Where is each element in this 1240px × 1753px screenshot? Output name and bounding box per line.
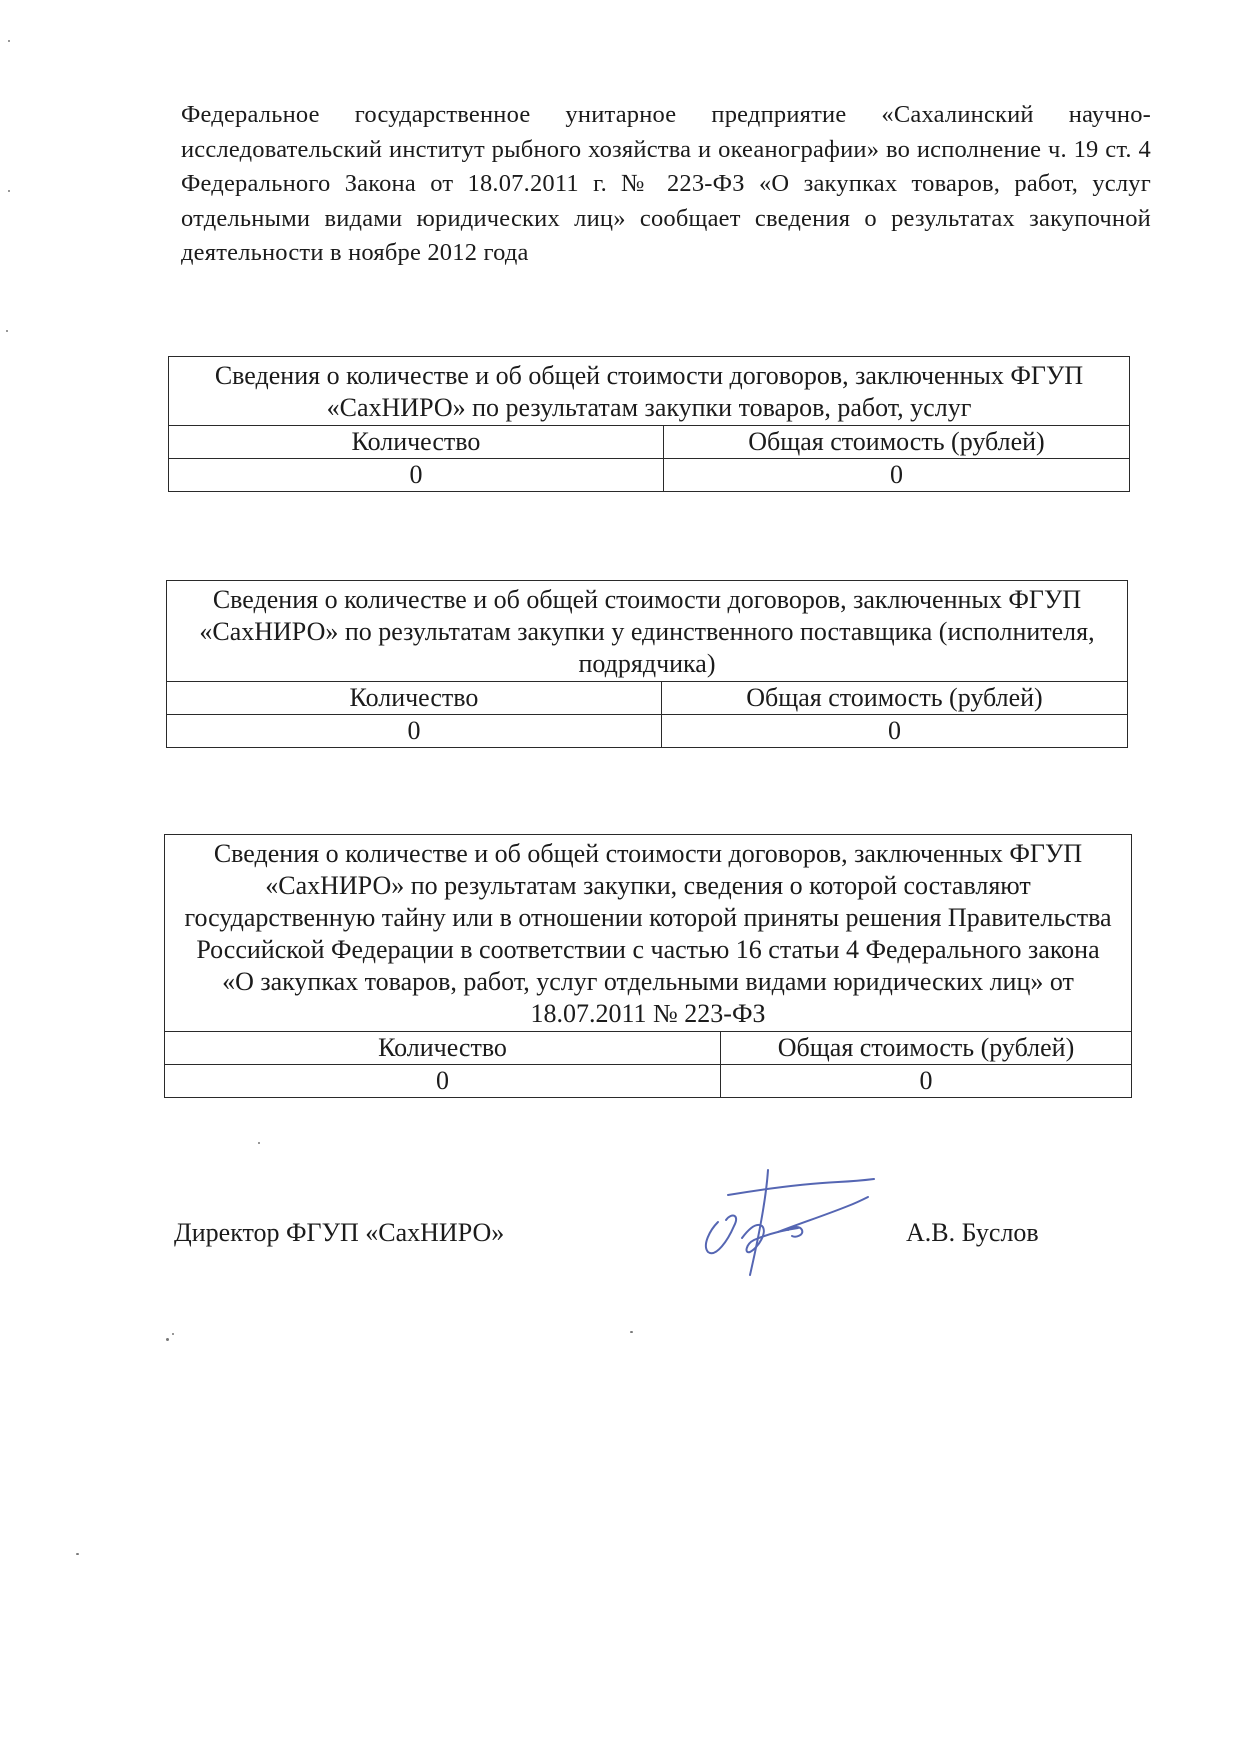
scan-speck [8, 190, 10, 192]
cell-cost: 0 [661, 715, 1127, 748]
column-header-count: Количество [167, 682, 662, 715]
scan-speck [8, 40, 10, 42]
column-header-count: Количество [169, 426, 664, 459]
cell-count: 0 [169, 459, 664, 492]
cell-cost: 0 [663, 459, 1129, 492]
scan-speck [258, 1142, 260, 1144]
contracts-state-secret-table [164, 834, 1132, 1098]
column-header-cost: Общая стоимость (рублей) [721, 1032, 1132, 1065]
scan-speck [172, 1333, 174, 1335]
scan-speck [76, 1553, 79, 1555]
contracts-goods-table [168, 356, 1130, 492]
table-title: Сведения о количестве и об общей стоимости договоров, заключенных ФГУП «СахНИРО» по результатам закупки товаров, работ, услуг [169, 357, 1130, 426]
intro-paragraph: Федеральное государственное унитарное предприятие «Сахалинский научно-исследовательский институт рыбного хозяйства и океанографии» во исполнение ч. 19 ст. 4 Федерального Закона от 18.07.2011 г. № 223-ФЗ «О закупках товаров, работ, услуг отдельными видами юридических лиц» сообщает сведения о результатах закупочной деятельности в ноябре 2012 года [181, 101, 1151, 266]
cell-cost: 0 [721, 1065, 1132, 1098]
signatory-name: А.В. Буслов [906, 1218, 1039, 1247]
scan-speck [630, 1331, 633, 1333]
handwritten-signature [688, 1160, 888, 1285]
column-header-count: Количество [165, 1032, 721, 1065]
contracts-single-supplier-table [166, 580, 1128, 748]
table-title: Сведения о количестве и об общей стоимости договоров, заключенных ФГУП «СахНИРО» по результатам закупки у единственного поставщика (исполнителя, подрядчика) [167, 581, 1128, 682]
scan-speck [166, 1338, 169, 1341]
table-title: Сведения о количестве и об общей стоимости договоров, заключенных ФГУП «СахНИРО» по результатам закупки, сведения о которой составляют государственную тайну или в отношении которой приняты решения Правительства Российской Федерации в соответствии с частью 16 статьи 4 Федерального закона «О закупках товаров, работ, услуг отдельными видами юридических лиц» от 18.07.2011 № 223-ФЗ [165, 835, 1132, 1032]
signatory-position: Директор ФГУП «СахНИРО» [174, 1218, 505, 1247]
cell-count: 0 [165, 1065, 721, 1098]
column-header-cost: Общая стоимость (рублей) [663, 426, 1129, 459]
cell-count: 0 [167, 715, 662, 748]
column-header-cost: Общая стоимость (рублей) [661, 682, 1127, 715]
scan-speck [6, 330, 8, 332]
